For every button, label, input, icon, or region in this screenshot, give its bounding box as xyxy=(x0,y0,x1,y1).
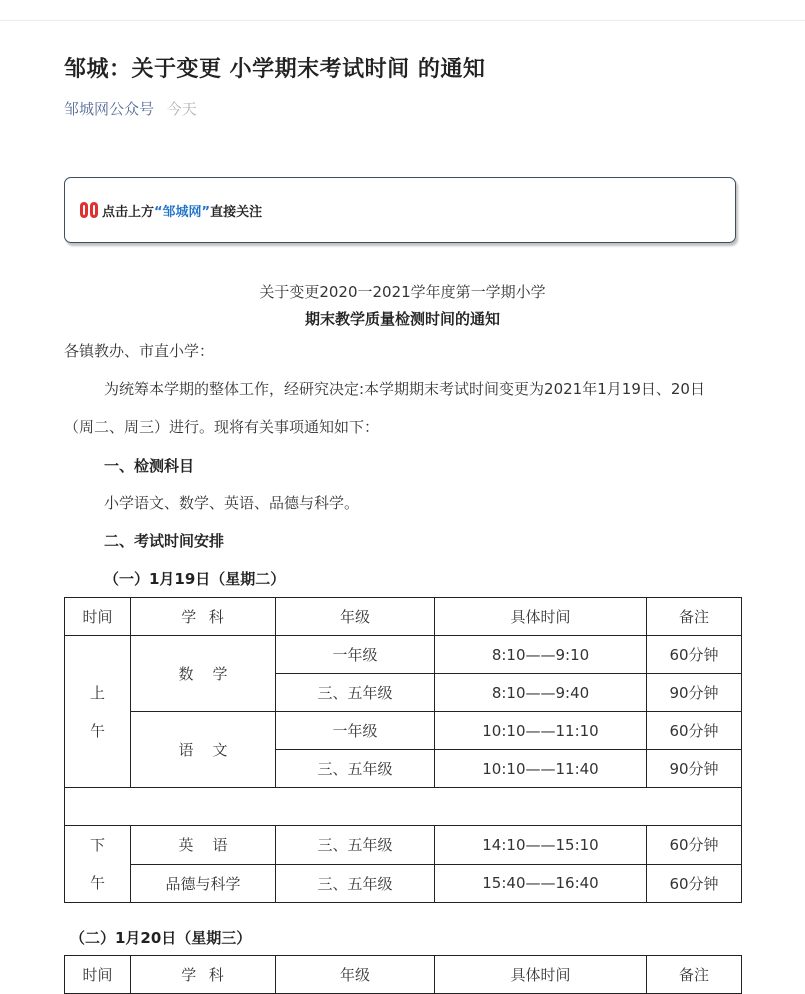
time-cell: 8:10——9:40 xyxy=(435,674,647,712)
subject-cell: 品德与科学 xyxy=(131,864,276,903)
follow-account-name: “邹城网” xyxy=(154,204,211,220)
day2-heading: （二）1月20日（星期三） xyxy=(70,929,252,947)
table-break-row xyxy=(65,788,742,826)
note-cell: 60分钟 xyxy=(647,636,742,674)
empty-cell xyxy=(65,788,742,826)
note-cell: 60分钟 xyxy=(647,712,742,750)
note-cell: 90分钟 xyxy=(647,750,742,788)
publish-date: 今天 xyxy=(166,100,197,118)
subject-cell: 英 语 xyxy=(131,826,276,865)
exam-schedule-table-day2 xyxy=(64,955,742,994)
grade-cell: 三、五年级 xyxy=(276,750,435,788)
salutation: 各镇教办、市直小学： xyxy=(64,342,215,360)
time-cell: 10:10——11:40 xyxy=(435,750,647,788)
day1-heading: （一）1月19日（星期二） xyxy=(104,570,286,588)
note-cell: 60分钟 xyxy=(647,826,742,865)
table-row xyxy=(65,636,742,674)
time-cell: 15:40——16:40 xyxy=(435,864,647,903)
table-header-row xyxy=(65,956,742,994)
follow-suffix: 直接关注 xyxy=(210,204,263,220)
time-cell: 10:10——11:10 xyxy=(435,712,647,750)
header-cell: 备注 xyxy=(647,598,742,636)
period-cell-morning xyxy=(65,636,131,788)
section1-body: 小学语文、数学、英语、品德与科学。 xyxy=(104,494,360,512)
grade-cell: 一年级 xyxy=(276,712,435,750)
grade-cell: 一年级 xyxy=(276,636,435,674)
table-row xyxy=(65,712,742,750)
header-cell: 备注 xyxy=(647,956,742,994)
time-cell: 8:10——9:10 xyxy=(435,636,647,674)
header-cell: 年级 xyxy=(276,598,435,636)
subject-cell: 数 学 xyxy=(131,636,276,712)
intro-line2: （周二、周三）进行。现将有关事项通知如下： xyxy=(64,418,380,436)
intro-line1: 为统筹本学期的整体工作，经研究决定:本学期期末考试时间变更为2021年1月19日、20日 xyxy=(104,380,705,398)
section1-heading: 一、检测科目 xyxy=(104,457,195,475)
header-cell: 年级 xyxy=(276,956,435,994)
table-header-row xyxy=(65,598,742,636)
note-cell: 60分钟 xyxy=(647,864,742,903)
grade-cell: 三、五年级 xyxy=(276,826,435,865)
article-title: 邹城：关于变更 小学期末考试时间 的通知 xyxy=(64,57,486,82)
header-cell: 具体时间 xyxy=(435,956,647,994)
account-name-link[interactable]: 邹城网公众号 xyxy=(64,100,155,118)
pause-icon xyxy=(80,202,98,218)
subject-cell: 语 文 xyxy=(131,712,276,788)
period-char: 上 xyxy=(89,683,105,702)
header-cell: 时间 xyxy=(65,956,131,994)
follow-prefix: 点击上方 xyxy=(102,204,155,220)
period-char: 下 xyxy=(89,836,105,854)
exam-schedule-table-day1 xyxy=(64,597,742,903)
note-cell: 90分钟 xyxy=(647,674,742,712)
period-char: 午 xyxy=(89,874,105,892)
article-meta xyxy=(64,98,197,119)
table-row xyxy=(65,864,742,903)
header-cell: 具体时间 xyxy=(435,598,647,636)
top-divider xyxy=(0,20,805,21)
follow-text xyxy=(102,201,262,220)
follow-banner[interactable] xyxy=(64,177,736,243)
grade-cell: 三、五年级 xyxy=(276,864,435,903)
period-char: 午 xyxy=(89,721,105,740)
header-cell: 学 科 xyxy=(131,598,276,636)
table-row xyxy=(65,826,742,865)
time-cell: 14:10——15:10 xyxy=(435,826,647,865)
doc-title-line1: 关于变更2020一2021学年度第一学期小学 xyxy=(259,283,546,301)
period-cell-afternoon xyxy=(65,826,131,903)
grade-cell: 三、五年级 xyxy=(276,674,435,712)
section2-heading: 二、考试时间安排 xyxy=(104,532,225,550)
header-cell: 学 科 xyxy=(131,956,276,994)
header-cell: 时间 xyxy=(65,598,131,636)
doc-title-line2: 期末教学质量检测时间的通知 xyxy=(304,310,500,328)
